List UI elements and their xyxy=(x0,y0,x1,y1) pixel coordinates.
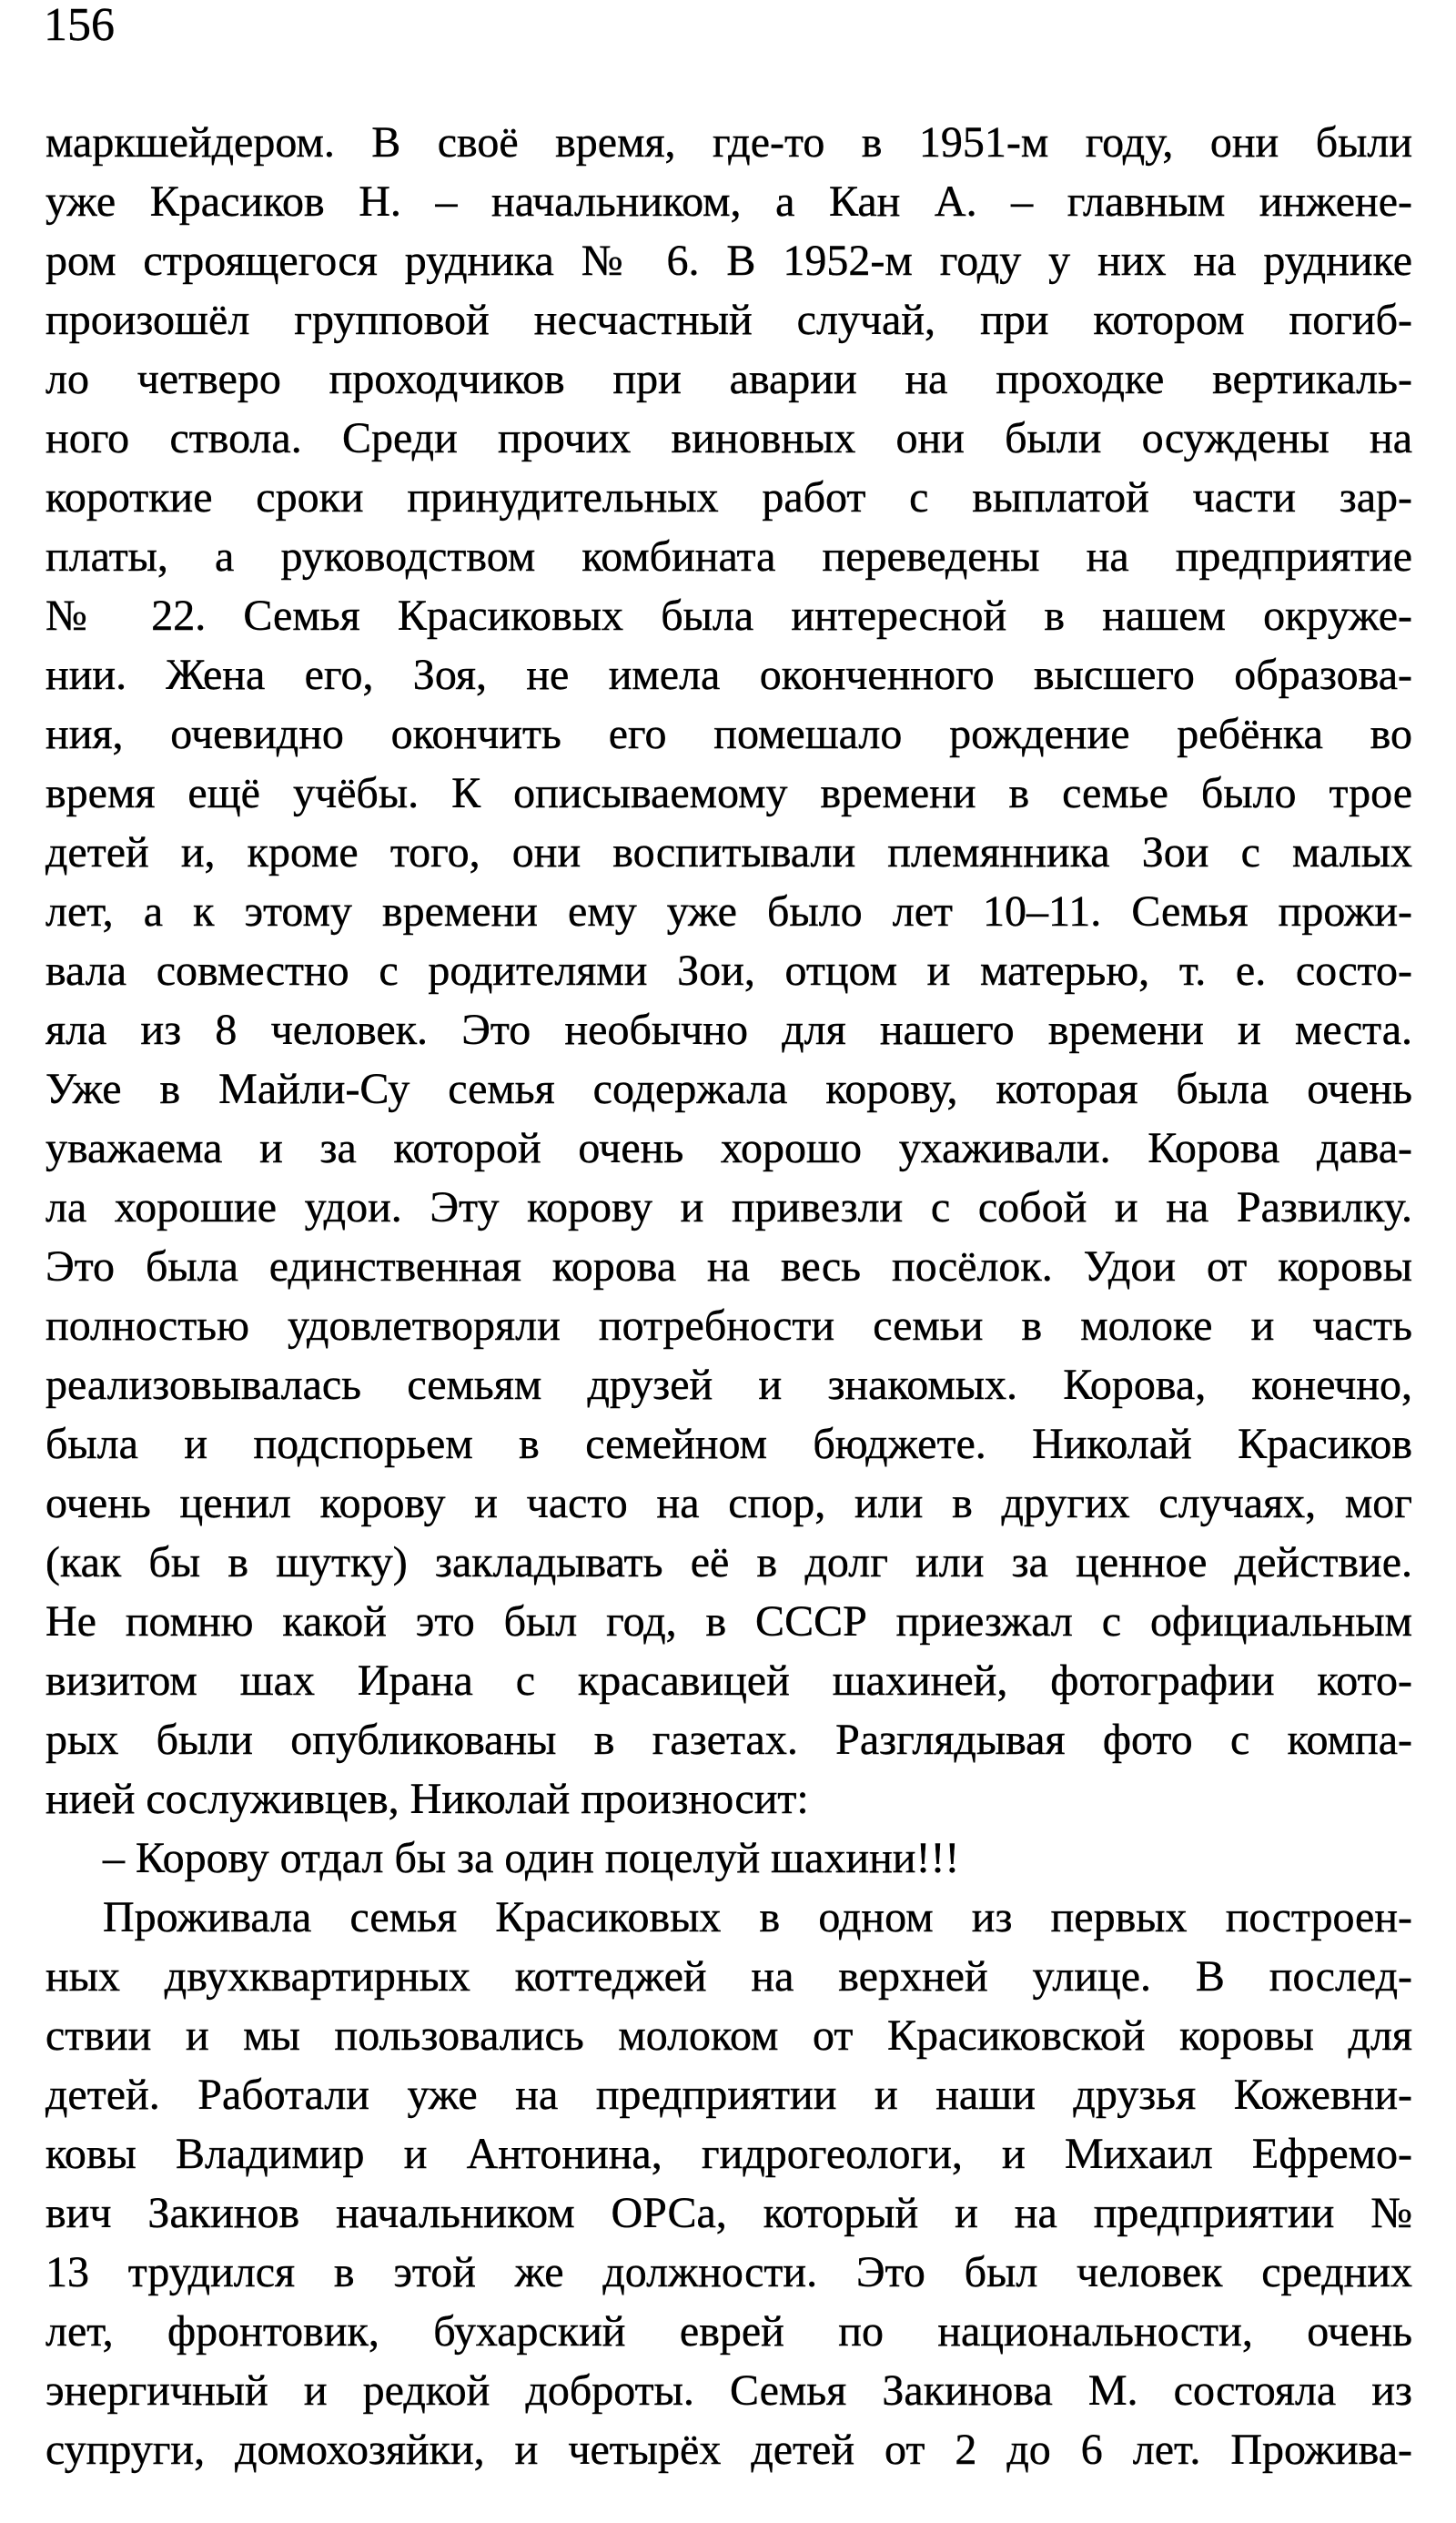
text-line: Не помню какой это был год, в СССР приезжал с официальным xyxy=(46,1597,1412,1646)
text-line: супруги, домохозяйки, и четырёх детей от 2 до 6 лет. Прожива- xyxy=(46,2426,1412,2474)
text-line: ром строящегося рудника № 6. В 1952-м году у них на руднике xyxy=(46,237,1412,285)
text-line: вала совместно с родителями Зои, отцом и матерью, т. е. состо- xyxy=(46,947,1412,995)
text-line: Уже в Майли-Су семья содержала корову, которая была очень xyxy=(46,1065,1412,1113)
text-line: энергичный и редкой доброты. Семья Закинова М. состояла из xyxy=(46,2366,1412,2415)
text-line: реализовывалась семьям друзей и знакомых. Корова, конечно, xyxy=(46,1361,1412,1409)
page-text-block xyxy=(46,113,1412,2479)
text-line: лет, фронтовик, бухарский еврей по национальности, очень xyxy=(46,2307,1412,2356)
text-line: детей. Работали уже на предприятии и наши друзья Кожевни- xyxy=(46,2071,1412,2119)
text-line: уже Красиков Н. – начальником, а Кан А. – главным инжене- xyxy=(46,177,1412,226)
text-line: № 22. Семья Красиковых была интересной в нашем окруже- xyxy=(46,592,1412,640)
page-number: 156 xyxy=(44,0,115,51)
text-line: полностью удовлетворяли потребности семьи в молоке и часть xyxy=(46,1302,1412,1350)
text-line: короткие сроки принудительных работ с выплатой части зар- xyxy=(46,473,1412,522)
text-line: визитом шах Ирана с красавицей шахиней, фотографии кото- xyxy=(46,1657,1412,1705)
text-line: ного ствола. Среди прочих виновных они были осуждены на xyxy=(46,414,1412,462)
text-line: ковы Владимир и Антонина, гидрогеологи, и Михаил Ефремо- xyxy=(46,2130,1412,2178)
text-line: ных двухквартирных коттеджей на верхней улице. В послед- xyxy=(46,1952,1412,2001)
text-line: (как бы в шутку) закладывать её в долг или за ценное действие. xyxy=(46,1538,1412,1586)
text-line: детей и, кроме того, они воспитывали племянника Зои с малых xyxy=(46,828,1412,876)
text-line: ло четверо проходчиков при аварии на проходке вертикаль- xyxy=(46,355,1412,403)
text-line: Это была единственная корова на весь посёлок. Удои от коровы xyxy=(46,1242,1412,1291)
text-line: нии. Жена его, Зоя, не имела оконченного высшего образова- xyxy=(46,651,1412,699)
text-line: яла из 8 человек. Это необычно для нашего времени и места. xyxy=(46,1006,1412,1054)
text-line: вич Закинов начальником ОРСа, который и на предприятии № xyxy=(46,2189,1412,2237)
text-line-paragraph-start: Проживала семья Красиковых в одном из первых построен- xyxy=(103,1893,1412,1941)
text-line: была и подспорьем в семейном бюджете. Николай Красиков xyxy=(46,1420,1412,1468)
text-line-dialogue: – Корову отдал бы за один поцелуй шахини!!! xyxy=(103,1834,960,1882)
text-line: маркшейдером. В своё время, где-то в 1951-м году, они были xyxy=(46,118,1412,167)
text-line: произошёл групповой несчастный случай, при котором погиб- xyxy=(46,296,1412,344)
text-line: очень ценил корову и часто на спор, или в других случаях, мог xyxy=(46,1479,1412,1527)
text-line: платы, а руководством комбината переведены на предприятие xyxy=(46,532,1412,581)
text-line: ла хорошие удои. Эту корову и привезли с собой и на Развилку. xyxy=(46,1183,1412,1231)
text-line-paragraph-end: нией сослуживцев, Николай произносит: xyxy=(46,1775,809,1823)
text-line: 13 трудился в этой же должности. Это был человек средних xyxy=(46,2248,1412,2296)
text-line: ния, очевидно окончить его помешало рождение ребёнка во xyxy=(46,710,1412,758)
text-line: время ещё учёбы. К описываемому времени в семье было трое xyxy=(46,769,1412,817)
text-line: ствии и мы пользовались молоком от Красиковской коровы для xyxy=(46,2011,1412,2060)
text-line: уважаема и за которой очень хорошо ухаживали. Корова дава- xyxy=(46,1124,1412,1172)
text-line: рых были опубликованы в газетах. Разглядывая фото с компа- xyxy=(46,1716,1412,1764)
text-line: лет, а к этому времени ему уже было лет 10–11. Семья прожи- xyxy=(46,887,1412,936)
